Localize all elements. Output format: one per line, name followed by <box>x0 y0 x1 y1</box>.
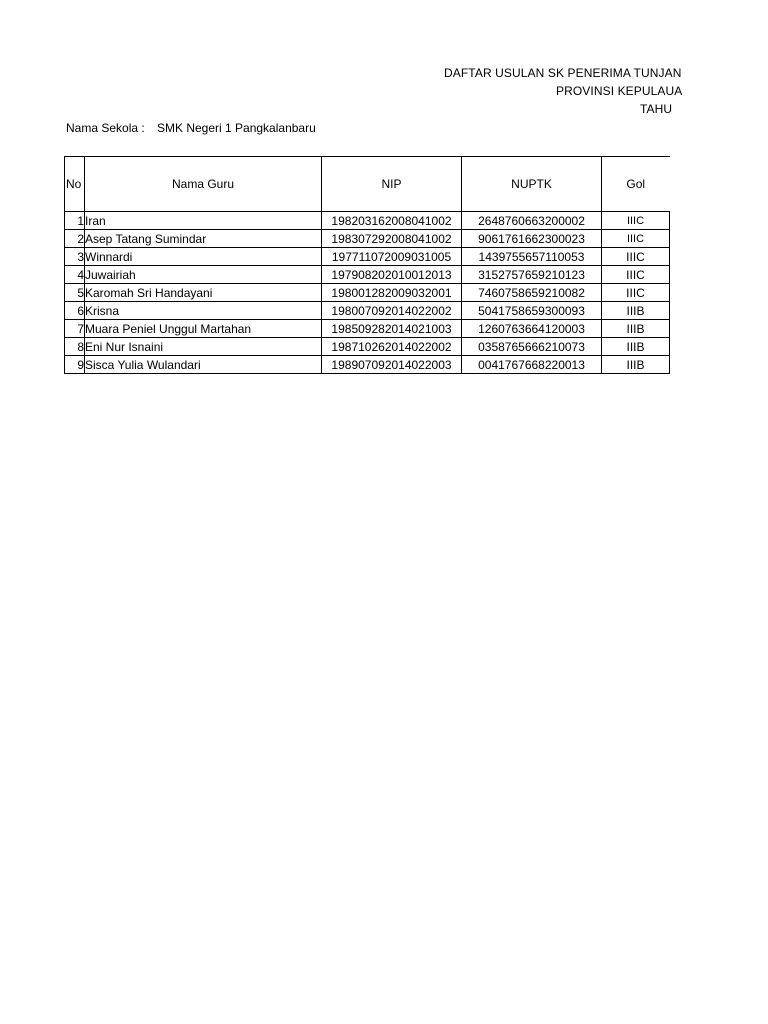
column-header-nip: NIP <box>322 157 462 212</box>
document-title-line-1: DAFTAR USULAN SK PENERIMA TUNJAN <box>444 66 682 80</box>
nuptk-value: 1260763664120003 <box>462 320 602 338</box>
nuptk-value: 0041767668220013 <box>462 356 602 374</box>
teacher-name: Eni Nur Isnaini <box>85 338 322 356</box>
gol-value: IIIB <box>602 338 670 356</box>
gol-value: IIIB <box>602 320 670 338</box>
row-number: 6 <box>65 302 85 320</box>
row-number: 7 <box>65 320 85 338</box>
table-header-row <box>65 157 670 212</box>
gol-value: IIIC <box>602 284 670 302</box>
nip-value: 198007092014022002 <box>322 302 462 320</box>
row-number: 1 <box>65 212 85 230</box>
gol-value: IIIB <box>602 356 670 374</box>
column-header-no: No <box>65 157 85 212</box>
table-row <box>65 266 670 284</box>
row-number: 8 <box>65 338 85 356</box>
column-header-nuptk: NUPTK <box>462 157 602 212</box>
school-name-label: Nama Sekola : <box>66 121 145 135</box>
table-row <box>65 230 670 248</box>
teacher-name: Winnardi <box>85 248 322 266</box>
gol-value: IIIC <box>602 248 670 266</box>
gol-value: IIIC <box>602 230 670 248</box>
table-row <box>65 302 670 320</box>
document-title-line-2: PROVINSI KEPULAUA <box>556 84 683 98</box>
row-number: 9 <box>65 356 85 374</box>
nuptk-value: 1439755657110053 <box>462 248 602 266</box>
school-name-value: SMK Negeri 1 Pangkalanbaru <box>157 121 316 135</box>
table-row <box>65 356 670 374</box>
nuptk-value: 5041758659300093 <box>462 302 602 320</box>
teacher-table <box>64 156 670 374</box>
row-number: 4 <box>65 266 85 284</box>
nip-value: 198710262014022002 <box>322 338 462 356</box>
nip-value: 197908202010012013 <box>322 266 462 284</box>
row-number: 2 <box>65 230 85 248</box>
table-row <box>65 248 670 266</box>
gol-value: IIIC <box>602 266 670 284</box>
nuptk-value: 0358765666210073 <box>462 338 602 356</box>
teacher-name: Sisca Yulia Wulandari <box>85 356 322 374</box>
nuptk-value: 2648760663200002 <box>462 212 602 230</box>
row-number: 5 <box>65 284 85 302</box>
column-header-gol: Gol <box>602 157 670 212</box>
table-row <box>65 284 670 302</box>
nip-value: 197711072009031005 <box>322 248 462 266</box>
teacher-name: Iran <box>85 212 322 230</box>
nuptk-value: 3152757659210123 <box>462 266 602 284</box>
teacher-name: Juwairiah <box>85 266 322 284</box>
teacher-name: Karomah Sri Handayani <box>85 284 322 302</box>
gol-value: IIIB <box>602 302 670 320</box>
nip-value: 198907092014022003 <box>322 356 462 374</box>
nip-value: 198203162008041002 <box>322 212 462 230</box>
nip-value: 198307292008041002 <box>322 230 462 248</box>
gol-value: IIIC <box>602 212 670 230</box>
table-row <box>65 338 670 356</box>
document-title-line-3: TAHU <box>640 102 673 116</box>
nuptk-value: 9061761662300023 <box>462 230 602 248</box>
teacher-name: Muara Peniel Unggul Martahan <box>85 320 322 338</box>
row-number: 3 <box>65 248 85 266</box>
nip-value: 198509282014021003 <box>322 320 462 338</box>
table-row <box>65 212 670 230</box>
teacher-name: Asep Tatang Sumindar <box>85 230 322 248</box>
nip-value: 198001282009032001 <box>322 284 462 302</box>
column-header-name: Nama Guru <box>85 157 322 212</box>
table-row <box>65 320 670 338</box>
nuptk-value: 7460758659210082 <box>462 284 602 302</box>
teacher-name: Krisna <box>85 302 322 320</box>
